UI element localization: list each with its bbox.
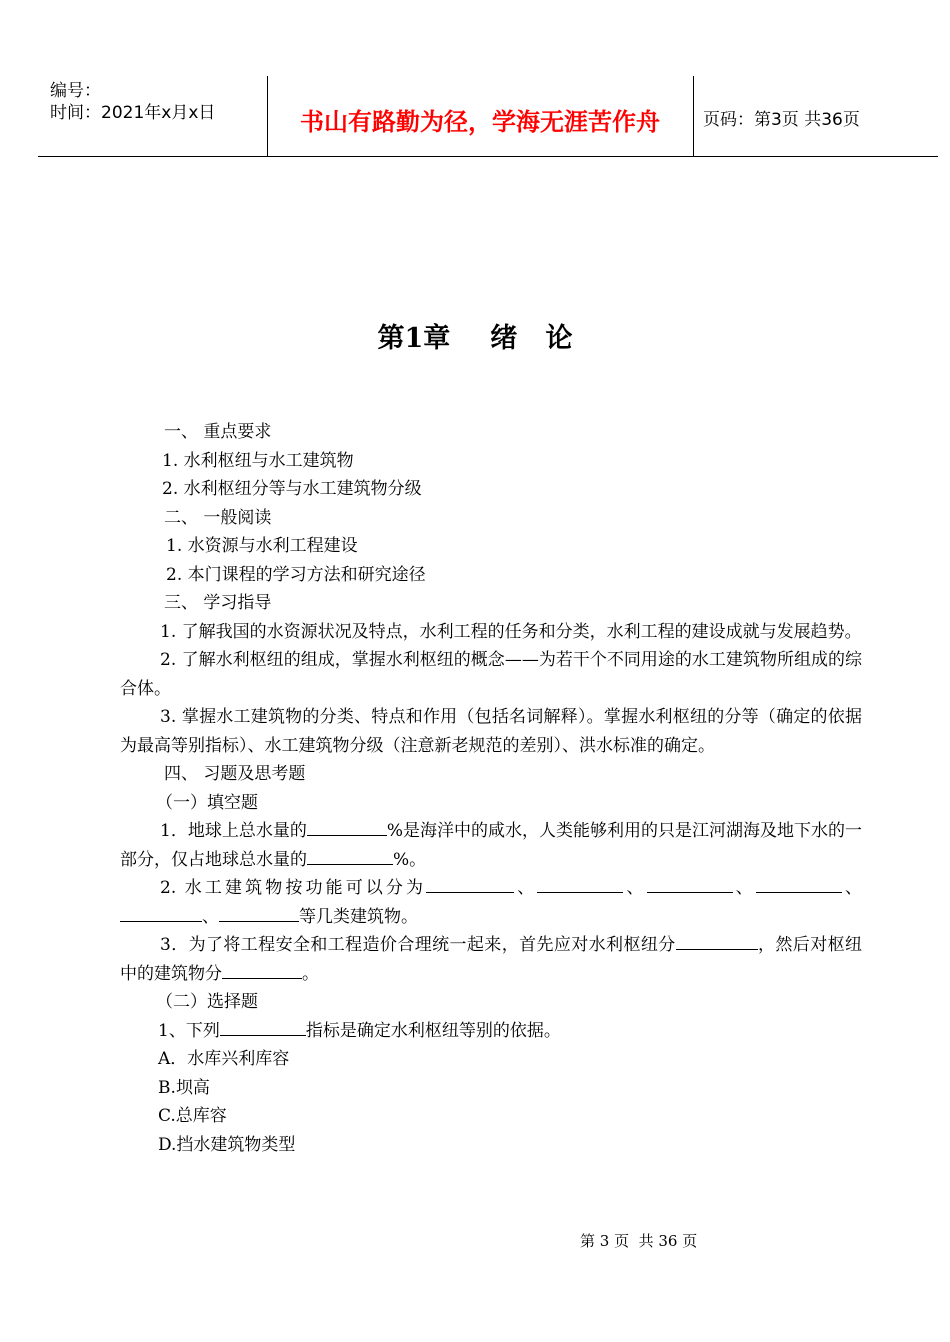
option-a: A．水库兴利库容 (158, 1049, 290, 1069)
section-heading: 一、 重点要求 (164, 422, 272, 442)
question-text: ，然后对枢纽中的建筑物分 (120, 935, 862, 984)
list-item: 2. 本门课程的学习方法和研究途径 (166, 564, 426, 585)
answer-blank (220, 1017, 306, 1036)
chapter-name: 绪 论 (490, 323, 573, 354)
answer-blank (537, 874, 623, 893)
chapter-number: 第1章 (377, 323, 451, 354)
separator: 、 (514, 878, 538, 898)
option-c: C.总库容 (158, 1106, 227, 1126)
question (120, 1017, 862, 1046)
question (120, 817, 862, 874)
answer-blank (307, 846, 393, 865)
answer-blank (426, 874, 514, 893)
header-motto: 书山有路勤为径，学海无涯苦作舟 (300, 108, 660, 136)
question-text: 等几类建筑物。 (299, 906, 418, 927)
answer-blank (756, 874, 842, 893)
separator: 、 (202, 906, 219, 927)
question-text: 。 (302, 963, 319, 984)
list-item: 2. 水利枢纽分等与水工建筑物分级 (162, 479, 422, 499)
answer-blank (676, 931, 758, 950)
option-d: D.挡水建筑物类型 (158, 1134, 296, 1155)
paragraph: 1. 了解我国的水资源状况及特点，水利工程的任务和分类，水利工程的建设成就与发展趋势。 (160, 621, 862, 642)
question-text: 2. 水工建筑物按功能可以分为 (160, 878, 427, 898)
header-page-info: 页码：第3页 共36页 (703, 110, 860, 130)
subsection-heading: （一）填空题 (156, 792, 258, 813)
question-text: 1．地球上总水量的 (160, 821, 307, 841)
paragraph: 3. 掌握水工建筑物的分类、特点和作用（包括名词解释）。掌握水利枢纽的分等（确定的依据为最高等别指标）、水工建筑物分级（注意新老规范的差别）、洪水标准的确定。 (120, 707, 862, 756)
question-text: 1、下列 (158, 1020, 220, 1041)
answer-blank (222, 960, 302, 979)
time-label: 时间：2021年x月x日 (50, 103, 216, 123)
paragraph: 2. 了解水利枢纽的组成，掌握水利枢纽的概念——为若干个不同用途的水工建筑物所组成的综合体。 (120, 650, 862, 699)
option-b: B.坝高 (158, 1077, 210, 1098)
separator: 、 (732, 878, 756, 898)
section-heading: 三、 学习指导 (164, 593, 272, 613)
header-meta (50, 80, 215, 124)
list-item: 1. 水资源与水利工程建设 (166, 536, 358, 556)
number-label: 编号： (50, 81, 101, 101)
section-heading: 二、 一般阅读 (164, 507, 272, 528)
question (120, 931, 862, 988)
answer-blank (219, 903, 299, 922)
question-text: %是海洋中的咸水，人类能够利用的只是江河湖海及地下水的一部分，仅占地球总水量的 (120, 821, 862, 870)
question-text: 指标是确定水利枢纽等别的依据。 (305, 1020, 561, 1041)
question (120, 874, 862, 931)
answer-blank (120, 903, 202, 922)
question-text: %。 (393, 849, 427, 870)
subsection-heading: （二）选择题 (156, 992, 258, 1012)
answer-blank (307, 817, 387, 836)
section-heading: 四、 习题及思考题 (164, 764, 306, 784)
document-body (120, 418, 862, 1159)
page-header (38, 76, 938, 157)
chapter-title (0, 316, 950, 355)
question-text: 3．为了将工程安全和工程造价合理统一起来，首先应对水利枢纽分 (160, 935, 676, 955)
separator: 、 (841, 878, 863, 898)
list-item: 1. 水利枢纽与水工建筑物 (162, 450, 354, 471)
header-divider (693, 76, 694, 156)
page-footer: 第 3 页 共 36 页 (580, 1232, 698, 1250)
separator: 、 (623, 878, 647, 898)
answer-blank (647, 874, 733, 893)
